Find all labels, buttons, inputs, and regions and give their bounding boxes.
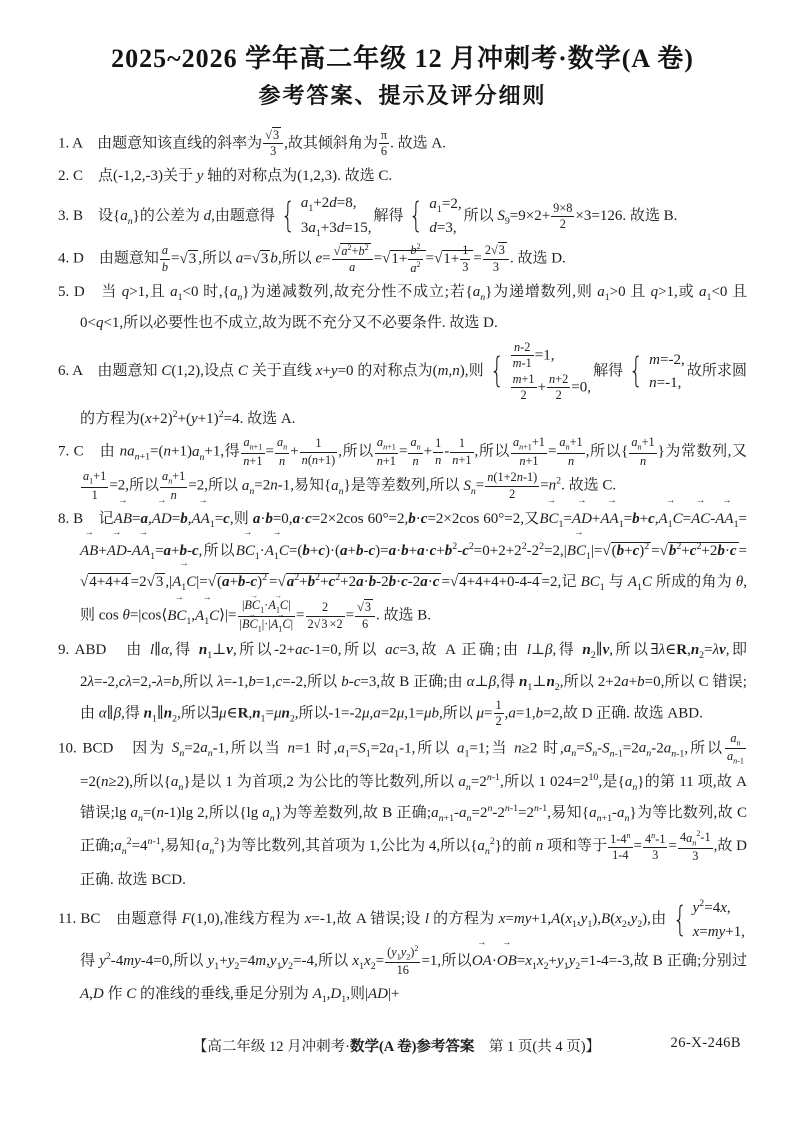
answer-item-7: 7. C 由 $na_{n+1}=(n+1)a_n+1$,得 $\frac{a_{n+1}}{n+1}$ = $\frac{a_n}{n}$ + $\frac{1}{n(n+1)}$ ,所以 $\frac{a_{n+1}}{n+1}$ = $\frac{a_n}{n}$ + $\frac{1}{n}$ - $\frac{1}{n+1}$ ,所以 $\frac{a_{n+1}+1}{n+1}$ = $\frac{a_n+1}{n}$ ,所以{ $\frac{a_n+1}{n}$ }为常数列,又 $\frac{a_1+1}{1}$ =2,所以 $\frac{a_n+1}{n}$ =2,所以 $a_n=2n-1$,易知$\{a_n\}$是等差数列,所以 $S_n=$ $\frac{n(1+2n-1)}{2}$ $=n^2$. 故选 C. [58, 435, 747, 502]
page-footer [0, 1035, 793, 1056]
answer-item-9: 9. ABD 由 l∥α,得 $n_1\perp v$,所以-2+ac-1=0,所以 ac=3,故 A 正确;由 l⊥β,得 $n_2\parallel v$,所以$\exists\lambda\in R,n_2=\lambda v$,即 2λ=-2,cλ=2,-λ=b,所以 λ=-1,b=1,c=-2,所以 b-c=3,故 B 正确;由 α⊥β,得 $n_1\perp n_2$,所以 2+2a+b=0,所以 C 错误;由 α∥β,得 $n_1\parallel n_2$,所以$\exists\mu\in R,n_1=\mu n_2$,所以-1=-2μ,a=2μ,1=μb,所以 μ= $\frac{1}{2}$ ,a=1,b=2,故 D 正确. 故选 ABD. [58, 642, 747, 729]
answer-item-8: 8. B 记AB $\to=a,AD \to=b,AA_1 \to=c$,则 a·b=0,a·c=2×2cos 60°=2,b·c=2×2cos 60°=2,又$BC_1 \to=AD \to+AA_1 \to=b+c,A_1C \to=AC \to-AA_1 \to=AB \to+AD \to-AA_1 \to=a+b-c$,所以$BC_1 \to\cdot A_1C \to=(b+c)\cdot(a+b-c)=a\cdot b+a\cdot c+b^2-c^2=0+2+2^2-2^2=2,|BC_1 \to|=√(b+c)^2 =√b^2+c^2+2b\cdot c =√4+4+4 =2√3$ $,|A_1C \to|=√(a+b-c)^2 =√a^2+b^2+c^2+2a\cdot b-2b\cdot c-2a\cdot c =√4+4+4+0-4-4 =2$,记 $BC_1$ 与 $A_1C$ 所成的角为 θ,则 $\cos \theta=|\cos⟨BC_1 \to,A_1C$ →⟩|= $\frac{|BC_1 \to\cdot A_1C \to|}{|BC_1 \to|\cdot|A_1C \to|}$ = $\frac{2}{2√3 \times 2}$ = $\frac{√3}{6}$ . 故选 B. [58, 504, 747, 634]
page-subtitle: 参考答案、提示及评分细则 [258, 83, 547, 108]
answer-list [58, 128, 747, 1010]
page-title: 2025~2026 学年高二年级 12 月冲刺考·数学(A 卷) [111, 44, 694, 73]
answer-item-5: 5. D 当 q>1,且 $a_1<0$ 时$,\{a_n\}$为递减数列,故充分性不成立;若$\{a_n\}$为递增数列,则 $a_1>0$ 且 q>1,或 $a_1<0$ 且 0<q<1,所以必要性也不成立,故为既不充分又不必要条件. 故选 D. [58, 284, 747, 332]
answer-item-4: 4. D 由题意知 $\frac{a}{b}$ =√3 ,所以 a=√3 b,所以 e= $\frac{√a^2+b^2}{a}$ =√1+ $\frac{b^2}{a^2}$ =√1+ $\frac{1}{3}$ = $\frac{2√3}{3}$ . 故选 D. [58, 242, 566, 275]
answer-item-10: 10. BCD 因为 $S_n=2a_n-1$,所以当 n=1 时$,a_1=S_1=2a_1-1$,所以 $a_1=1$;当 n≥2 时$,a_n=S_n-S_{n-1}=2a_n-2a_{n-1}$,所以 $\frac{a_n}{a_{n-1}}$ =2(n≥2),所以$\{a_n\}$是以 1 为首项,2 为公比的等比数列,所以 $a_n=2^{n-1}$,所以 1 $024=2^{10}$,是$\{a_n\}$的第 11 项,故 A 错误;lg $a_n=(n-1)\lg$ 2,所以{lg $a_n$}为等差数列,故 B 正确$;a_{n+1}-a_n=2^n-2^{n-1}=2^{n-1}$,易知$\{a_{n+1}-a_n\}$为等比数列,故 C 正确$;a_n^2=4^{n-1}$,易知$\{a_n^2\}$为等比数列,其首项为 1,公比为 4,所以$\{a_n^2\}$的前 n 项和等于 $\frac{1-4^n}{1-4}$ = $\frac{4^n-1}{3}$ = $\frac{4a_n^2-1}{3}$ ,故 D 正确. 故选 BCD. [58, 730, 748, 888]
answer-item-2: 2. C 点(-1,2,-3)关于 y 轴的对称点为(1,2,3). 故选 C. [58, 167, 393, 184]
answer-item-6: 6. A 由题意知 C(1,2),设点 C 关于直线 x+y=0 的对称点为(m,n),则 { $\frac{n-2}{m-1}$ =1, $\frac{m+1}{2}$ + $\frac{n+2}{2}$ =0, 解得 { m=-2, n=-1, 故所求圆的方程为$(x+2)^2+(y+1)^2=4$. 故选 A. [58, 340, 747, 434]
answer-item-11: 11. BC 由题意得 F(1,0),准线方程为 x=-1,故 A 错误;设 l 的方程为 $x=my+1,A(x_1,y_1),B(x_2,y_2)$,由 { $y^2=4x$, x=my+1, 得 $y^2-4my-4=0$,所以 $y_1+y_2=4m,y_1y_2=-4$,所以 $x_1x_2=$ $\frac{(y_1y_2)^2}{16}$ =1,所以OA $\to\cdot OB \to=x_1x_2+y_1y_2=1-4=-3$,故 B 正确;分别过 A,D 作 C 的准线的垂线,垂足分别为 $A_1,D_1$,则|AD|+ [58, 896, 747, 1010]
footer-caption: 【高二年级 12 月冲刺考·数学(A 卷)参考答案 第 1 页(共 4 页)】 [192, 1039, 601, 1055]
footer-code: 26-X-246B [670, 1035, 741, 1051]
answer-item-3: 3. B 设$\{a_n\}$的公差为 d,由题意得 { $a_1+2d=8$, $3a_1+3d=15$, 解得 { $a_1=2$, d=3, 所以 $S_9=9\times 2+$ $\frac{9\times 8}{2}$ ×3=126. 故选 B. [58, 192, 747, 241]
answer-item-1: 1. A 由题意知该直线的斜率为 $\frac{√3}{3}$ ,故其倾斜角为 $\frac{\pi}{6}$ . 故选 A. [58, 128, 446, 159]
